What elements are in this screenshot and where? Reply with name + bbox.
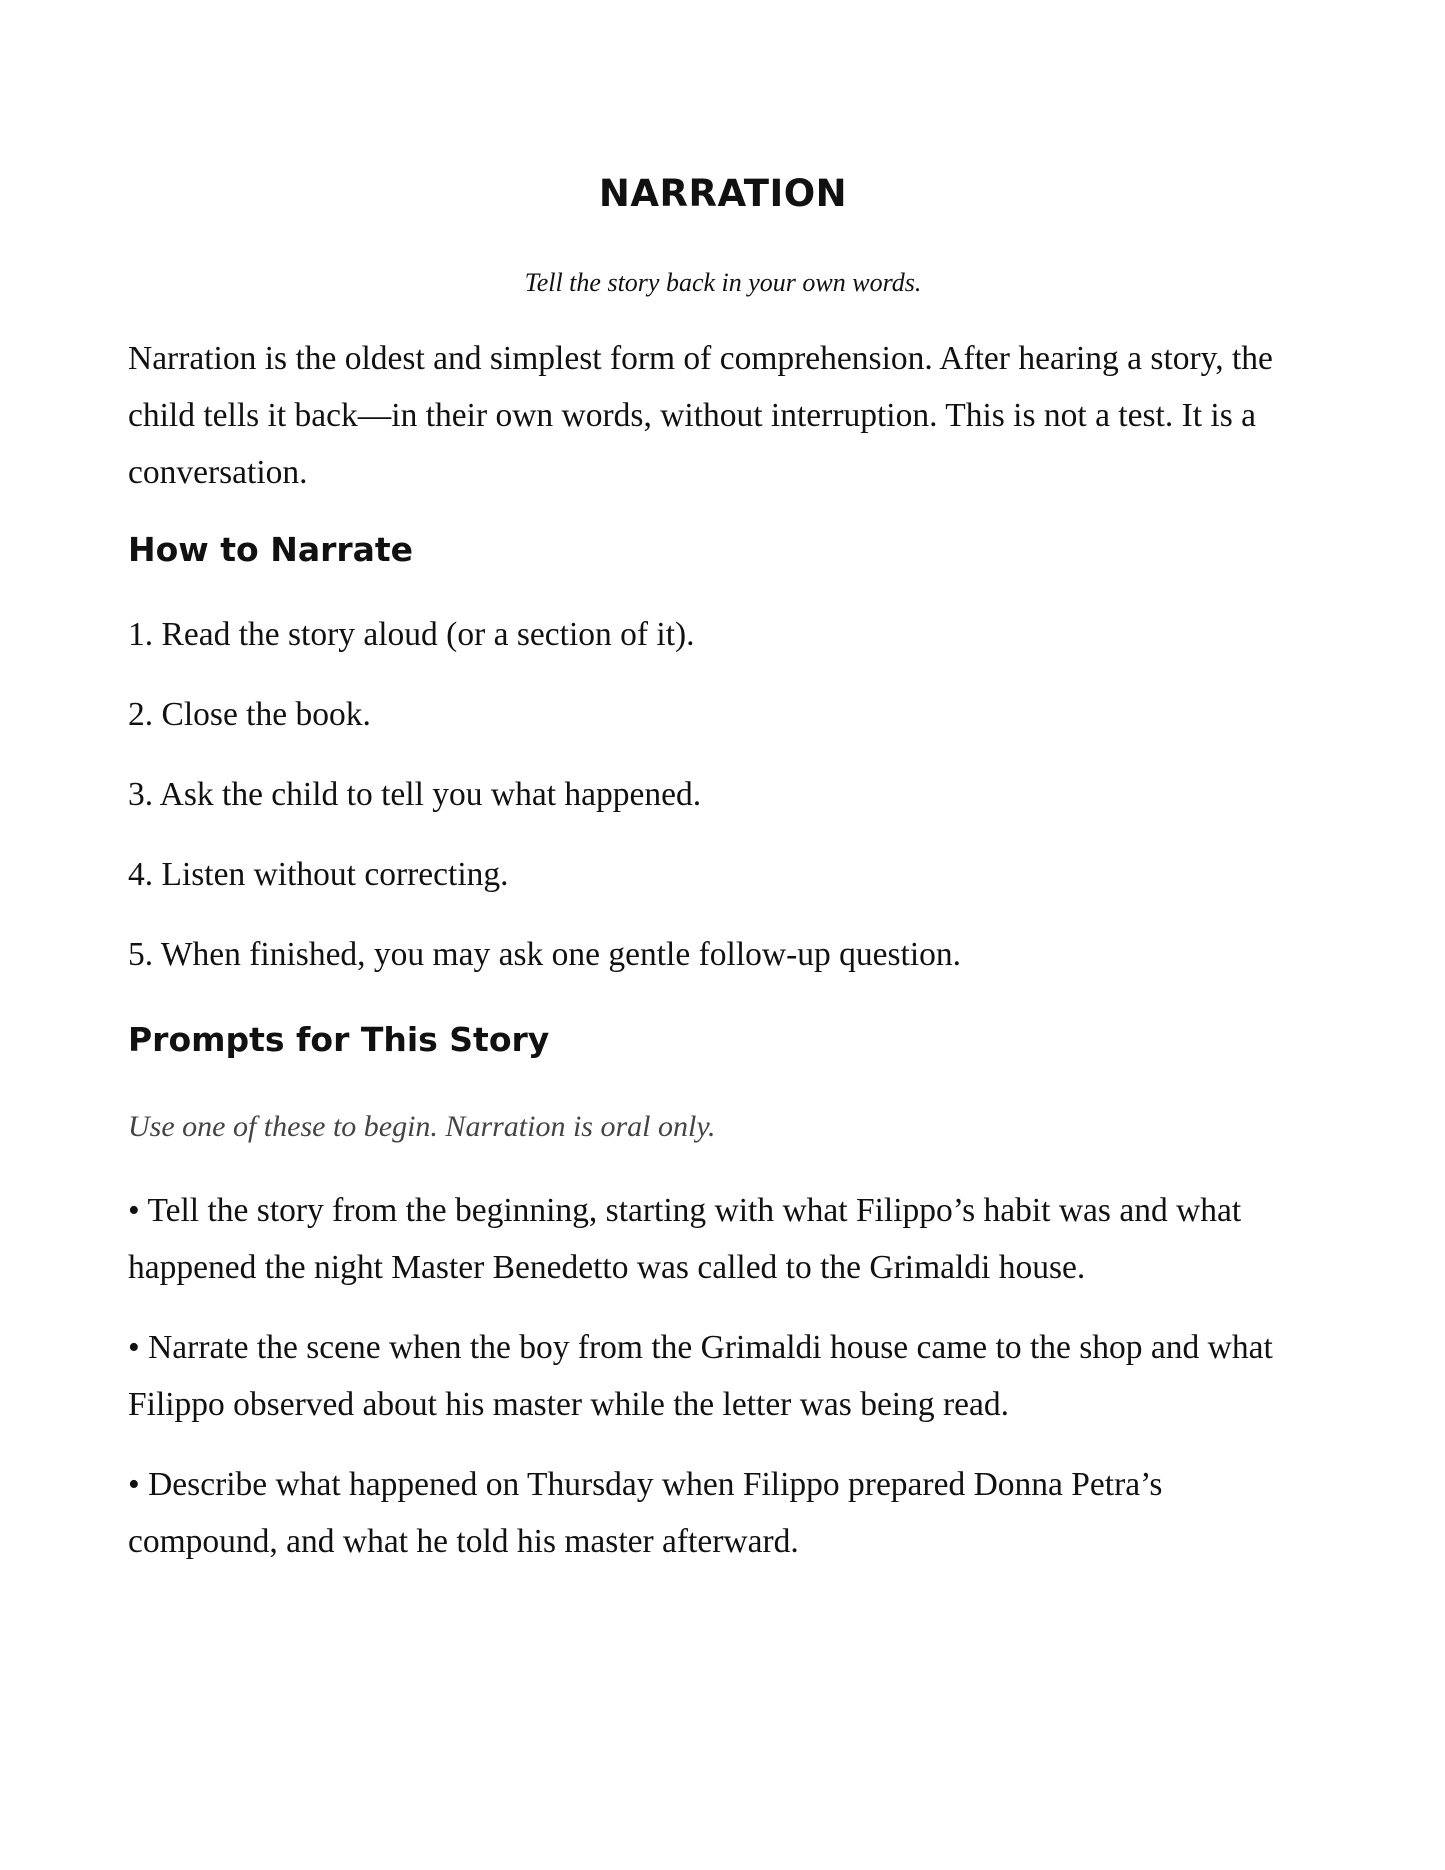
- prompts-list: [128, 1182, 1318, 1593]
- intro-paragraph: Narration is the oldest and simplest form of comprehension. After hearing a story, the child tells it back—in their own words, without interruption. This is not a test. It is a conversation.: [128, 340, 1273, 491]
- page-subtitle: Tell the story back in your own words.: [524, 268, 922, 297]
- how-to-heading: How to Narrate: [128, 530, 414, 569]
- step-item: 5. When finished, you may ask one gentle follow-up question.: [128, 936, 962, 973]
- prompt-item: • Narrate the scene when the boy from the Grimaldi house came to the shop and what Filippo observed about his master while the letter was being read.: [128, 1329, 1273, 1423]
- step-item: 4. Listen without correcting.: [128, 856, 509, 893]
- prompts-heading: Prompts for This Story: [128, 1020, 550, 1059]
- steps-list: [128, 615, 1318, 1015]
- prompts-note: Use one of these to begin. Narration is oral only.: [128, 1110, 716, 1143]
- step-item: 1. Read the story aloud (or a section of it).: [128, 616, 695, 653]
- prompt-item: • Tell the story from the beginning, starting with what Filippo’s habit was and what happened the night Master Benedetto was called to the Grimaldi house.: [128, 1192, 1242, 1286]
- page-title: NARRATION: [598, 172, 848, 215]
- step-item: 2. Close the book.: [128, 696, 371, 733]
- step-item: 3. Ask the child to tell you what happened.: [128, 776, 702, 813]
- prompt-item: • Describe what happened on Thursday when Filippo prepared Donna Petra’s compound, and what he told his master afterward.: [128, 1466, 1163, 1560]
